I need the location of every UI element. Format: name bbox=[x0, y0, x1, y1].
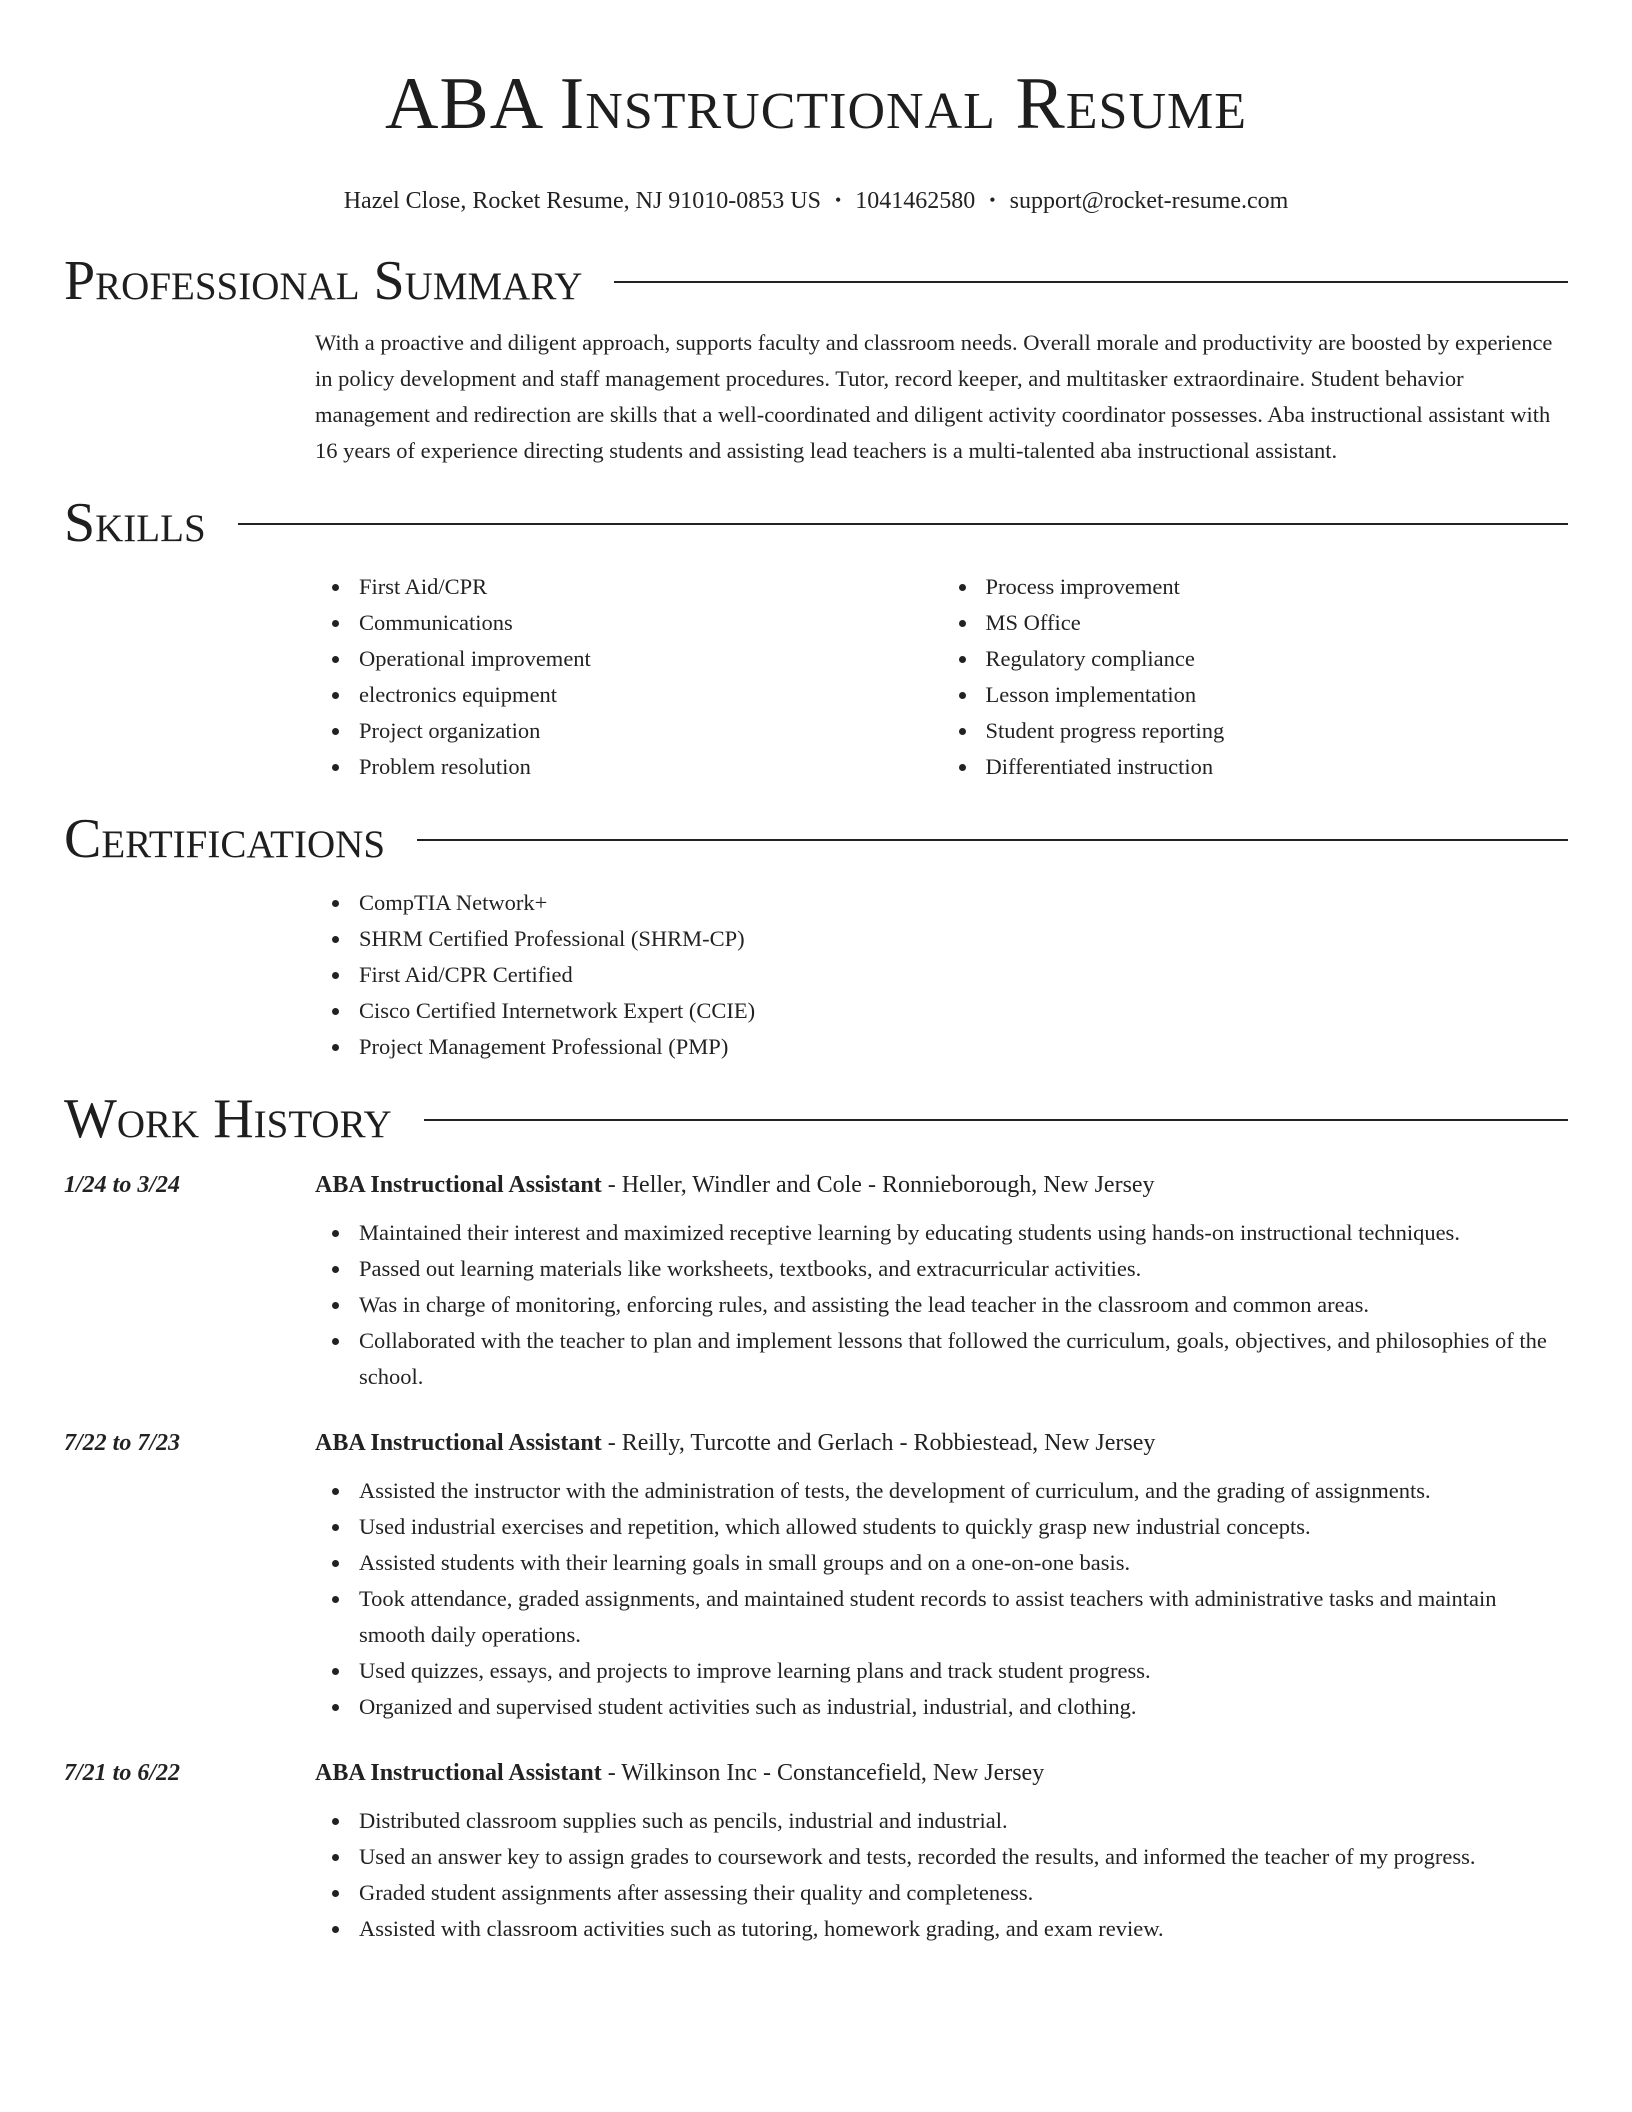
job-dates: 7/21 to 6/22 bbox=[64, 1760, 181, 1786]
section-divider bbox=[614, 281, 1568, 283]
certification-item: Cisco Certified Internetwork Expert (CCIE) bbox=[359, 993, 1568, 1029]
section-divider bbox=[417, 839, 1568, 841]
job-duty-item: Distributed classroom supplies such as pencils, industrial and industrial. bbox=[359, 1803, 1568, 1839]
job-duty-item: Organized and supervised student activities such as industrial, industrial, and clothing. bbox=[359, 1689, 1568, 1725]
skill-item: Operational improvement bbox=[359, 641, 942, 677]
job-employer: - Wilkinson Inc - Constancefield, New Jersey bbox=[601, 1760, 1045, 1786]
contact-line bbox=[64, 184, 1568, 217]
skill-item: Problem resolution bbox=[359, 749, 942, 785]
section-title: Certifications bbox=[64, 808, 386, 870]
resume-page bbox=[64, 0, 1568, 1947]
section-heading-work-history bbox=[64, 1087, 1568, 1151]
summary-text: With a proactive and diligent approach, supports faculty and classroom needs. Overall morale and productivity are boosted by experience in policy development and staff management procedures. Tutor, record keeper, and multitasker extraordinaire. Student behavior management and redirection are skills that a well-coordinated and diligent activity coordinator possesses. Aba instructional assistant with 16 years of experience directing students and assisting lead teachers is a multi-talented aba instructional assistant. bbox=[315, 330, 1553, 463]
job-entry bbox=[64, 1757, 1568, 1947]
skill-item: Student progress reporting bbox=[986, 713, 1569, 749]
job-duties bbox=[315, 1473, 1568, 1725]
job-entry bbox=[64, 1427, 1568, 1725]
job-duty-item: Used an answer key to assign grades to coursework and tests, recorded the results, and informed the teacher of my progress. bbox=[359, 1839, 1568, 1875]
skill-item: Process improvement bbox=[986, 569, 1569, 605]
job-duty-item: Took attendance, graded assignments, and maintained student records to assist teachers with administrative tasks and maintain smooth daily operations. bbox=[359, 1581, 1568, 1653]
section-title: Skills bbox=[64, 492, 206, 554]
section-heading-summary bbox=[64, 249, 1568, 313]
job-title: ABA Instructional Assistant bbox=[315, 1760, 602, 1786]
job-duty-item: Used quizzes, essays, and projects to improve learning plans and track student progress. bbox=[359, 1653, 1568, 1689]
contact-separator: • bbox=[989, 190, 996, 210]
skill-item: Regulatory compliance bbox=[986, 641, 1569, 677]
certification-item: Project Management Professional (PMP) bbox=[359, 1029, 1568, 1065]
section-divider bbox=[238, 523, 1568, 525]
certification-item: SHRM Certified Professional (SHRM-CP) bbox=[359, 921, 1568, 957]
contact-separator: • bbox=[834, 190, 842, 210]
job-duty-item: Assisted students with their learning goals in small groups and on a one-on-one basis. bbox=[359, 1545, 1568, 1581]
section-title: Professional Summary bbox=[64, 250, 583, 312]
job-header bbox=[64, 1169, 1568, 1201]
job-duties bbox=[315, 1215, 1568, 1395]
job-duty-item: Assisted the instructor with the administration of tests, the development of curriculum, and the grading of assignments. bbox=[359, 1473, 1568, 1509]
skill-item: First Aid/CPR bbox=[359, 569, 942, 605]
job-duty-item: Collaborated with the teacher to plan and implement lessons that followed the curriculum, goals, objectives, and philosophies of the school. bbox=[359, 1323, 1568, 1395]
job-heading bbox=[315, 1427, 1155, 1459]
skills-column-right bbox=[942, 569, 1569, 785]
job-dates: 7/22 to 7/23 bbox=[64, 1430, 181, 1456]
job-dates: 1/24 to 3/24 bbox=[64, 1172, 181, 1198]
section-heading-skills bbox=[64, 491, 1568, 555]
job-employer: - Reilly, Turcotte and Gerlach - Robbiestead, New Jersey bbox=[601, 1430, 1156, 1456]
job-duty-item: Passed out learning materials like worksheets, textbooks, and extracurricular activities. bbox=[359, 1251, 1568, 1287]
job-entry bbox=[64, 1169, 1568, 1395]
job-heading bbox=[315, 1757, 1044, 1789]
job-duty-item: Maintained their interest and maximized receptive learning by educating students using hands-on instructional techniques. bbox=[359, 1215, 1568, 1251]
skills-column-left bbox=[315, 569, 942, 785]
skill-item: Communications bbox=[359, 605, 942, 641]
section-title: Work History bbox=[64, 1088, 392, 1150]
section-divider bbox=[424, 1119, 1568, 1121]
contact-address: Hazel Close, Rocket Resume, NJ 91010-0853 US bbox=[343, 188, 821, 214]
job-duty-item: Was in charge of monitoring, enforcing rules, and assisting the lead teacher in the classroom and common areas. bbox=[359, 1287, 1568, 1323]
job-duty-item: Assisted with classroom activities such as tutoring, homework grading, and exam review. bbox=[359, 1911, 1568, 1947]
skill-item: MS Office bbox=[986, 605, 1569, 641]
certifications-list bbox=[315, 885, 1568, 1065]
job-header bbox=[64, 1757, 1568, 1789]
job-title: ABA Instructional Assistant bbox=[315, 1172, 602, 1198]
job-title: ABA Instructional Assistant bbox=[315, 1430, 602, 1456]
skill-item: Project organization bbox=[359, 713, 942, 749]
resume-name: ABA Instructional Resume bbox=[384, 63, 1248, 145]
skill-item: electronics equipment bbox=[359, 677, 942, 713]
certification-item: First Aid/CPR Certified bbox=[359, 957, 1568, 993]
contact-email: support@rocket-resume.com bbox=[1009, 188, 1289, 214]
skill-item: Differentiated instruction bbox=[986, 749, 1569, 785]
skill-item: Lesson implementation bbox=[986, 677, 1569, 713]
section-heading-certifications bbox=[64, 807, 1568, 871]
job-duties bbox=[315, 1803, 1568, 1947]
job-heading bbox=[315, 1169, 1155, 1201]
certification-item: CompTIA Network+ bbox=[359, 885, 1568, 921]
skills-list bbox=[315, 569, 1568, 785]
job-duty-item: Used industrial exercises and repetition, which allowed students to quickly grasp new industrial concepts. bbox=[359, 1509, 1568, 1545]
job-header bbox=[64, 1427, 1568, 1459]
contact-phone: 1041462580 bbox=[855, 188, 976, 214]
job-duty-item: Graded student assignments after assessing their quality and completeness. bbox=[359, 1875, 1568, 1911]
job-employer: - Heller, Windler and Cole - Ronnieborough, New Jersey bbox=[601, 1172, 1155, 1198]
